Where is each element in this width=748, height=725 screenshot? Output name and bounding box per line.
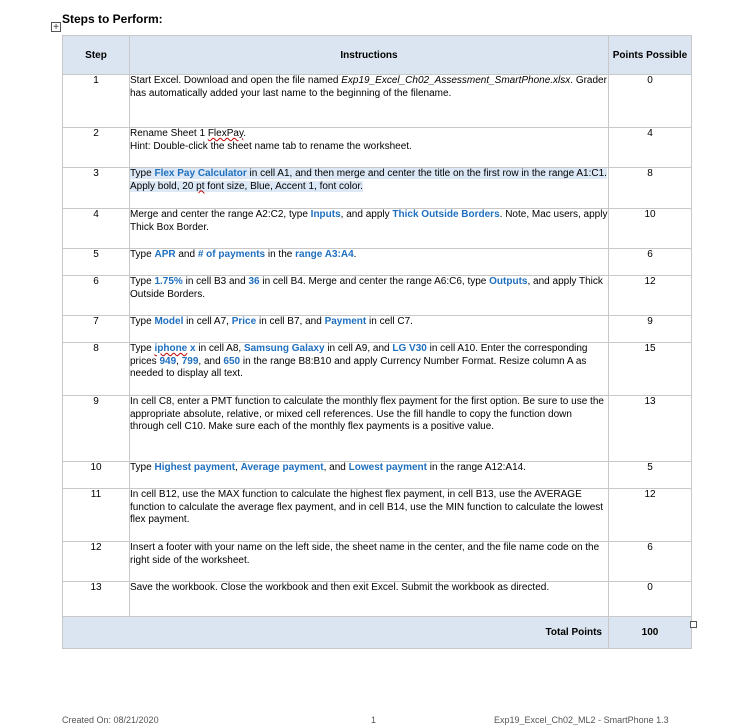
table-row	[63, 462, 692, 489]
points-value: 9	[609, 316, 692, 343]
table-row	[63, 209, 692, 249]
table-row	[63, 489, 692, 542]
steps-table	[62, 35, 692, 649]
footer-page-number: 1	[371, 715, 377, 725]
table-row	[63, 396, 692, 462]
instruction-text: Type APR and # of payments in the range A3:A4.	[130, 249, 609, 276]
step-number: 12	[63, 542, 130, 582]
step-number: 3	[63, 168, 130, 209]
footer-doc-name: Exp19_Excel_Ch02_ML2 - SmartPhone 1.3	[494, 715, 669, 725]
step-number: 9	[63, 396, 130, 462]
header-row	[63, 36, 692, 75]
points-value: 13	[609, 396, 692, 462]
section-heading: Steps to Perform:	[62, 12, 163, 26]
points-value: 6	[609, 249, 692, 276]
instruction-text: Start Excel. Download and open the file named Exp19_Excel_Ch02_Assessment_SmartPhone.xlsx. Grader has automatically added your last name to the beginning of the filename.	[130, 75, 609, 128]
instruction-text: Insert a footer with your name on the left side, the sheet name in the center, and the file name code on the right side of the worksheet.	[130, 542, 609, 582]
table-resize-handle-icon[interactable]	[690, 621, 697, 628]
header-step: Step	[63, 36, 130, 75]
instruction-text: Rename Sheet 1 FlexPay. Hint: Double-click the sheet name tab to rename the worksheet.	[130, 128, 609, 168]
sheet-name: FlexPay	[207, 128, 244, 139]
hint-text: Hint: Double-click the sheet name tab to rename the worksheet.	[130, 140, 412, 152]
step-number: 4	[63, 209, 130, 249]
table-row	[63, 168, 692, 209]
instruction-text: Type Highest payment, Average payment, and Lowest payment in the range A12:A14.	[130, 462, 609, 489]
step-number: 7	[63, 316, 130, 343]
points-value: 5	[609, 462, 692, 489]
table-row	[63, 75, 692, 128]
table-row	[63, 316, 692, 343]
table-row	[63, 582, 692, 617]
points-value: 6	[609, 542, 692, 582]
step-number: 6	[63, 276, 130, 316]
table-row	[63, 128, 692, 168]
instruction-text: In cell C8, enter a PMT function to calculate the monthly flex payment for the first option. Be sure to use the appropriate absolute, relative, or mixed cell references. Use the fill handle to copy the function down through cell C10. Make sure each of the monthly flex payments is a positive value.	[130, 396, 609, 462]
step-number: 11	[63, 489, 130, 542]
points-value: 12	[609, 276, 692, 316]
header-points: Points Possible	[609, 36, 692, 75]
step-number: 10	[63, 462, 130, 489]
total-label: Total Points	[63, 617, 609, 649]
points-value: 8	[609, 168, 692, 209]
step-number: 8	[63, 343, 130, 396]
step-number: 2	[63, 128, 130, 168]
instruction-text: Type Model in cell A7, Price in cell B7, and Payment in cell C7.	[130, 316, 609, 343]
step-number: 1	[63, 75, 130, 128]
instruction-text: In cell B12, use the MAX function to calculate the highest flex payment, in cell B13, use the AVERAGE function to calculate the average flex payment, and in cell B14, use the MIN function to calculate the lowest flex payment.	[130, 489, 609, 542]
instruction-text: Type iphone x in cell A8, Samsung Galaxy in cell A9, and LG V30 in cell A10. Enter the corresponding prices 949, 799, and 650 in the range B8:B10 and apply Currency Number Format. Resize column A as needed to display all text.	[130, 343, 609, 396]
footer-created: Created On: 08/21/2020	[62, 715, 159, 725]
table-row	[63, 542, 692, 582]
instruction-text: Type 1.75% in cell B3 and 36 in cell B4. Merge and center the range A6:C6, type Outputs, and apply Thick Outside Borders.	[130, 276, 609, 316]
points-value: 12	[609, 489, 692, 542]
total-row	[63, 617, 692, 649]
points-value: 4	[609, 128, 692, 168]
total-value: 100	[609, 617, 692, 649]
instruction-text: Type Flex Pay Calculator in cell A1, and then merge and center the title on the first row in the range A1:C1. Apply bold, 20 pt font size, Blue, Accent 1, font color.	[130, 168, 609, 209]
table-row	[63, 343, 692, 396]
instruction-text: Merge and center the range A2:C2, type Inputs, and apply Thick Outside Borders. Note, Mac users, apply Thick Box Border.	[130, 209, 609, 249]
points-value: 0	[609, 75, 692, 128]
instruction-text: Save the workbook. Close the workbook and then exit Excel. Submit the workbook as directed.	[130, 582, 609, 617]
move-handle-icon[interactable]: +	[51, 22, 61, 32]
file-name: Exp19_Excel_Ch02_Assessment_SmartPhone.xlsx	[341, 75, 571, 86]
step-number: 13	[63, 582, 130, 617]
step-number: 5	[63, 249, 130, 276]
points-value: 15	[609, 343, 692, 396]
table-row	[63, 249, 692, 276]
points-value: 10	[609, 209, 692, 249]
table-row	[63, 276, 692, 316]
header-instructions: Instructions	[130, 36, 609, 75]
points-value: 0	[609, 582, 692, 617]
